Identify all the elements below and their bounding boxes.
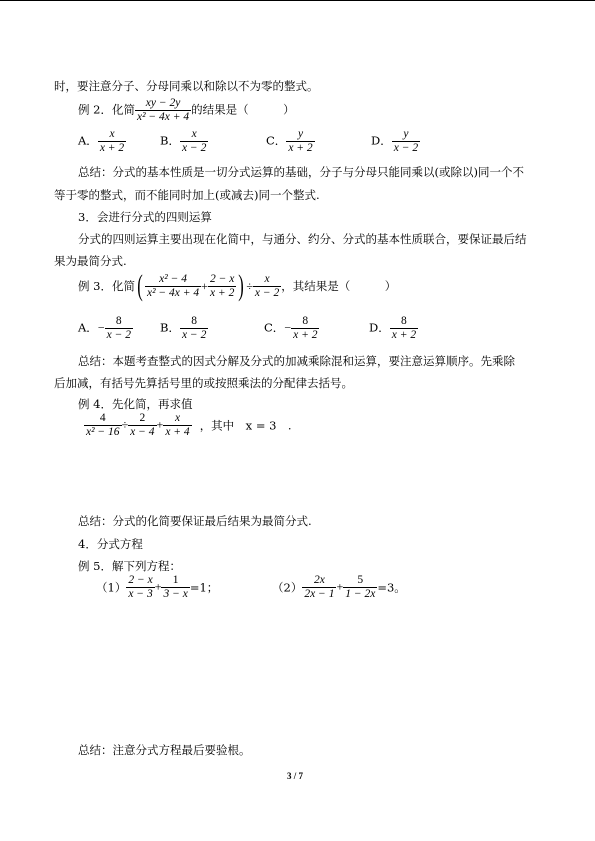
choice-fraction (390, 315, 418, 342)
fraction-numerator: x (264, 272, 270, 285)
summary-2-line-2: 后加减，有括号先算括号里的或按照乘法的分配律去括号。 (54, 376, 353, 390)
example-2-prefix: 例 2．化简 (78, 102, 135, 117)
ex3-choice-d (369, 315, 418, 342)
left-paren: ( (137, 269, 143, 302)
equation-label: （2） (272, 580, 303, 595)
equation-2-fraction-2 (343, 574, 377, 601)
fraction-denominator: x − 2 (181, 142, 207, 154)
choice-fraction (286, 128, 314, 155)
summary-3: 总结：分式的化简要保证最后结果为最简分式. (78, 514, 312, 528)
plus-operator: + (154, 579, 162, 594)
choice-label: B． (160, 320, 180, 335)
choice-label: B． (160, 133, 180, 148)
example-4-fraction-1 (84, 412, 122, 439)
fraction-numerator: 8 (191, 315, 198, 327)
equation-2 (272, 574, 406, 601)
fraction-numerator: xy − 2y (145, 97, 181, 109)
fraction-denominator: x + 2 (209, 286, 235, 299)
fraction-denominator: x − 4 (130, 426, 155, 438)
section-3-heading: 3．会进行分式的四则运算 (78, 210, 212, 224)
fraction-denominator: x + 2 (99, 142, 125, 154)
fraction-numerator: y (297, 128, 304, 140)
fraction-denominator: x² − 16 (86, 426, 120, 438)
fraction-numerator: x (174, 412, 181, 424)
summary-1-line-1: 总结：分式的基本性质是一切分式运算的基础，分子与分母只能同乘以(或除以)同一个不 (78, 165, 524, 179)
section-4-heading: 4．分式方程 (78, 537, 143, 551)
fraction-denominator: x + 2 (288, 142, 313, 154)
choice-fraction (98, 128, 126, 155)
choice-fraction (180, 315, 208, 342)
fraction-denominator: x − 2 (254, 286, 280, 299)
equation-label: （1） (96, 580, 127, 595)
fraction-denominator: x − 2 (106, 329, 131, 341)
page-number: 3 / 7 (287, 771, 304, 781)
example-4-expression (84, 412, 292, 439)
fraction-numerator: x (109, 128, 115, 140)
ex3-choice-c (264, 315, 319, 342)
example-2-fraction (135, 97, 191, 124)
fraction-denominator: 3 − x (163, 588, 188, 600)
choice-fraction (105, 315, 133, 342)
equation-1-fraction-1 (126, 574, 154, 601)
example-4-fraction-2 (128, 412, 156, 439)
choice-label: A． (78, 133, 98, 148)
fraction-denominator: x + 4 (165, 426, 190, 438)
fraction-numerator: y (403, 128, 409, 140)
choice-label: A． (78, 320, 98, 335)
fraction-numerator: 2 − x (128, 574, 153, 586)
example-3-fraction-1 (145, 273, 201, 300)
fraction-numerator: 8 (302, 315, 309, 327)
divide-operator: ÷ (121, 417, 129, 432)
choice-c (266, 128, 315, 155)
divide-operator: ÷ (246, 279, 253, 293)
page-top-border (0, 0, 595, 1)
example-3 (78, 271, 396, 301)
fraction-numerator: 8 (401, 315, 407, 327)
equation-1-fraction-2 (161, 574, 189, 601)
equation-1 (96, 574, 218, 601)
choice-a (78, 128, 126, 155)
section-3-para-line-2: 果为最简分式. (54, 254, 127, 268)
example-2-suffix: 的结果是（ ） (191, 102, 295, 117)
choice-fraction (392, 128, 420, 155)
plus-operator: + (336, 579, 344, 594)
fraction-denominator: 2x − 1 (304, 588, 335, 600)
example-4-suffix: ，其中 x = 3 . (199, 418, 292, 433)
section-3-para-line-1: 分式的四则运算主要出现在化简中，与通分、约分、分式的基本性质联合，要保证最后结 (78, 232, 527, 246)
summary-2-line-1: 总结：本题考查整式的因式分解及分式的加减乘除混和运算，要注意运算顺序。先乘除 (78, 354, 515, 368)
choice-label: D． (371, 133, 392, 148)
choice-label: D． (369, 320, 390, 335)
fraction-denominator: x − 2 (181, 329, 207, 341)
fraction-denominator: x² − 4x + 4 (136, 111, 190, 123)
fraction-denominator: 1 − 2x (345, 588, 376, 600)
choice-b (160, 128, 208, 155)
fraction-denominator: x² − 4x + 4 (146, 286, 200, 299)
equation-rhs: =1； (189, 580, 219, 595)
choice-fraction (291, 315, 319, 342)
example-4-title: 例 4．先化简，再求值 (78, 397, 193, 411)
example-3-suffix: ，其结果是（ ） (281, 279, 397, 293)
fraction-numerator: 1 (172, 574, 179, 586)
fraction-numerator: 2 (139, 412, 146, 424)
equation-2-fraction-1 (302, 574, 336, 601)
example-3-prefix: 例 3．化简 (78, 279, 135, 293)
choice-fraction (180, 128, 208, 155)
example-3-fraction-2 (208, 273, 236, 300)
example-4-fraction-3 (163, 412, 191, 439)
fraction-numerator: x (191, 128, 197, 140)
fraction-numerator: 5 (357, 574, 364, 586)
right-paren: ) (238, 269, 245, 302)
minus-sign: − (97, 320, 105, 335)
example-2 (78, 97, 295, 124)
example-5-title: 例 5．解下列方程： (78, 559, 181, 573)
fraction-denominator: x − 3 (128, 588, 153, 600)
text-line-intro: 时，要注意分子、分母同乘以和除以不为零的整式。 (54, 79, 319, 93)
choice-d (371, 128, 420, 155)
equation-rhs: =3。 (377, 580, 406, 595)
choice-label: C． (264, 320, 285, 335)
plus-operator: + (201, 279, 208, 293)
plus-operator: + (156, 417, 164, 432)
fraction-numerator: x² − 4 (159, 272, 187, 285)
fraction-denominator: x − 2 (393, 142, 419, 154)
fraction-denominator: x + 2 (293, 329, 318, 341)
example-3-fraction-3 (253, 273, 281, 300)
ex3-choice-b (160, 315, 208, 342)
fraction-numerator: 8 (115, 315, 122, 327)
ex3-choice-a (78, 315, 133, 342)
minus-sign: − (284, 320, 292, 335)
fraction-denominator: x + 2 (391, 329, 417, 341)
summary-1-line-2: 等于零的整式，而不能同时加上(或减去)同一个整式. (54, 188, 320, 202)
fraction-numerator: 4 (99, 412, 106, 424)
summary-4: 总结：注意分式方程最后要验根。 (78, 743, 251, 757)
choice-label: C． (266, 133, 287, 148)
fraction-numerator: 2 − x (209, 272, 235, 285)
fraction-numerator: 2x (313, 574, 325, 586)
